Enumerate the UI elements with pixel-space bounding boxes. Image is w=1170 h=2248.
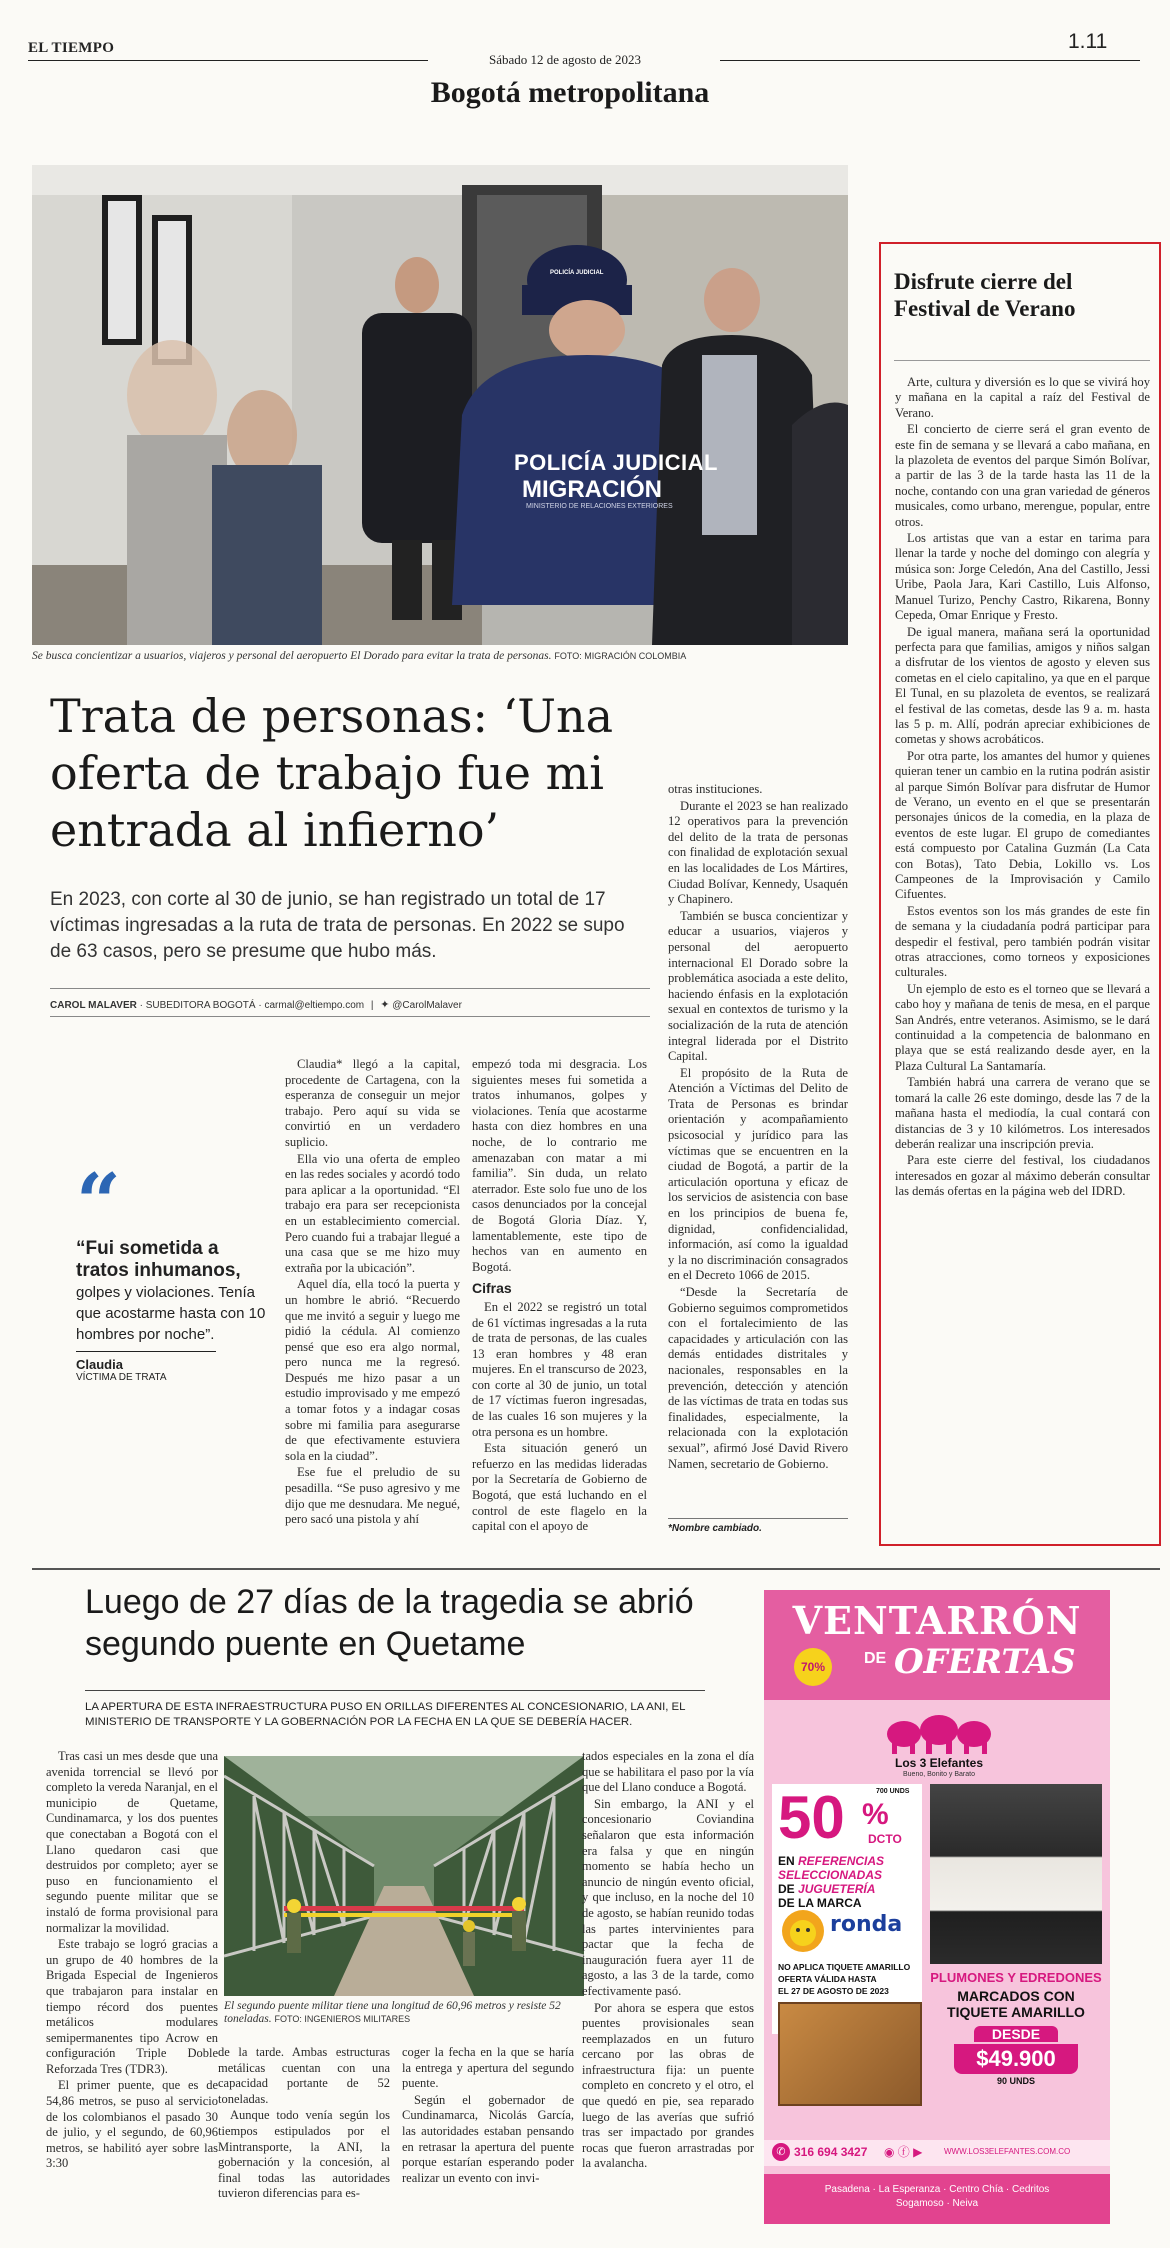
ad-brand-ronda: ronda bbox=[830, 1912, 903, 1937]
second-dek: LA APERTURA DE ESTA INFRAESTRUCTURA PUSO EN ORILLAS DIFERENTES AL CONCESIONARIO, LA ANI, EL MINISTERIO DE TRANSPORTE Y LA GOBERNACIÓN POR LA FECHA EN LA QUE SE DEBERÍA HACER. bbox=[85, 1701, 686, 1728]
ad-note-1: NO APLICA TIQUETE AMARILLO bbox=[778, 1962, 911, 1972]
second-column-1 bbox=[46, 1749, 218, 2172]
byline-name: CAROL MALAVER bbox=[50, 1000, 137, 1011]
second-dek-rule bbox=[85, 1690, 705, 1691]
masthead-date: Sábado 12 de agosto de 2023 bbox=[488, 52, 641, 67]
section-title: Bogotá metropolitana bbox=[430, 76, 710, 109]
ad-marcados: MARCADOS CON TIQUETE AMARILLO bbox=[947, 1988, 1085, 2020]
main-col3-p: “Desde la Secretaría de Gobierno seguimos comprometidos con el fortalecimiento de las capacidades y articulación con las demás entidades distritales y nacionales, responsables en la prevención, detección y atención de las víctimas de trata en todas sus finalidades, especialmente, la relacionada con la explotación sexual”, afirmó José David Rivero Namen, secretario de Gobierno. bbox=[668, 1285, 848, 1471]
pull-quote bbox=[76, 1157, 266, 1383]
main-col1-p: Ella vio una oferta de empleo en las redes sociales y acordó todo para aplicar a la oportunidad. “El trabajo era para ser recepcionista en un establecimiento comercial. Pero cuando fui a trabajar llegué a una casa que se me hizo muy extraña por la ubicación”. bbox=[285, 1151, 460, 1275]
elephant-logo-icon bbox=[884, 1706, 994, 1761]
byline-role: · SUBEDITORA BOGOTÁ · carmal@eltiempo.com bbox=[139, 1000, 365, 1011]
cifras-heading: Cifras bbox=[472, 1280, 512, 1297]
ad-title-2: OFERTAS bbox=[894, 1642, 1076, 1682]
main-photo bbox=[32, 165, 848, 645]
ad-desde: DESDE bbox=[974, 2026, 1058, 2042]
second-column-3 bbox=[402, 2045, 574, 2186]
second-col2-p: Aunque todo venía según los tiempos estipulados por el Mintransporte, la ANI, la gobernación y la concesión, al final todas las autoridades tuvieron diferencias para es- bbox=[218, 2108, 390, 2201]
second-column-4 bbox=[582, 1749, 754, 2172]
ad-note-3: EL 27 DE AGOSTO DE 2023 bbox=[778, 1986, 889, 1996]
main-col3-p: Durante el 2023 se han realizado 12 operativos para la prevención del delito de la trata de personas con finalidad de explotación sexual en las localidades de Los Mártires, Ciudad Bolívar, Kennedy, Usaquén y Chapinero. bbox=[668, 798, 848, 907]
main-photo-caption-text: Se busca concientizar a usuarios, viajeros y personal del aeropuerto El Dorado para evitar la trata de personas. bbox=[32, 650, 552, 662]
second-col1-p: Este trabajo se logró gracias a un grupo de 40 hombres de la Brigada Especial de Ingenieros que trabajaron para instalar en tiempo récord dos puentes metálicos modulares semipermanentes tipo Acrow en configuración Triple Doble Reforzada Tres (TDR3). bbox=[46, 1937, 218, 2076]
ad-promo-de: DE bbox=[778, 1882, 795, 1896]
main-photo-scene bbox=[32, 165, 848, 645]
main-col1-p: Aquel día, ella tocó la puerta y un hombre le abrió. “Recuerdo que me invitó a seguir y luego me pidió la cédula. Al comienzo pensé que eso era algo normal, pero nunca me la regresó. Después me hizo pasar a un estudio improvisado y me empezó a tomar fotos y a indagar cosas sobre mi familia para asegurarse de que efectivamente estuviera sola en la ciudad”. bbox=[285, 1277, 460, 1463]
byline-twitter[interactable]: @CarolMalaver bbox=[392, 1000, 462, 1011]
second-col4-p: Por ahora se espera que estos puentes provisionales sean reemplazados en un futuro cercano por las obras de infraestructura fija: un puente completo en concreto y el otro, el que quedó en pie, sea reparado luego de las averías que sufrió tras ser impactado por grandes rocas que fueron arrastradas por la avalancha. bbox=[582, 2000, 754, 2171]
section-divider bbox=[32, 1568, 1160, 1570]
second-col3-p: coger la fecha en la que se haría la entrega y apertura del segundo puente. bbox=[402, 2045, 574, 2091]
second-col1-p: El primer puente, que es de 54,86 metros, se puso al servicio de los colombianos el pasado 30 de julio, y el segundo, de 60,96 metros, se habilitó ayer sobre las 3:30 bbox=[46, 2078, 218, 2171]
main-col1-p: Claudia* llegó a la capital, procedente de Cartagena, con la esperanza de conseguir un mejor trabajo. Pero aquí su vida se convirtió en un verdadero suplicio. bbox=[285, 1057, 460, 1149]
twitter-icon: ✦ bbox=[380, 999, 390, 1011]
sidebar-paragraph: Estos eventos son los más grandes de este fin de semana y la ciudadanía podrá participar para despedir el festival, pero también podrán visitar otras atracciones, como torneos y exposiciones culturales. bbox=[895, 903, 1150, 980]
second-headline: Luego de 27 días de la tragedia se abrió segundo puente en Quetame bbox=[85, 1583, 694, 1663]
main-col1-p: Ese fue el preludio de su pesadilla. “Se puso agresivo y me dijo que me desnudara. Me negué, pero sacó una pistola y ahí bbox=[285, 1465, 460, 1527]
sidebar-paragraph: Un ejemplo de esto es el torneo que se llevará a cabo hoy y mañana de tenis de mesa, en el parque San Andrés, entre veteranos. Asimismo, se le dará continuidad a la competencia de balonmano en playa que se está realizando desde ayer, en la Plaza Cultural La Santamaría. bbox=[895, 981, 1150, 1073]
main-col3-p: El propósito de la Ruta de Atención a Víctimas del Delito de Trata de Personas es brindar orientación y acompañamiento psicosocial y jurídico para las víctimas que se encuentren en la ciudad de Bogotá, a partir de la articulación oportuna y eficaz de los servicios de asistencia con base en los principios de buena fe, dignidad, confidencialidad, información, así como la igualdad y la no discriminación consagrados en el Decreto 1066 de 2015. bbox=[668, 1065, 848, 1283]
ad-promo bbox=[778, 1854, 918, 1910]
main-photo-credit: FOTO: MIGRACIÓN COLOMBIA bbox=[554, 651, 687, 661]
footnote-rule bbox=[668, 1518, 848, 1519]
social-icons: ◉ ⓕ ▶ bbox=[884, 2145, 923, 2159]
sidebar-paragraph: Los artistas que van a estar en tarima para llenar la tarde y noche del domingo con alegría y música son: Jorge Celedón, Ana del Castillo, Jessi Uribe, Paola Jara, Kari Castillo, Luis Alfonso, Manuel Turizo, Penchy Castro, Rikarena, Bonny Cepeda, Omar Enrique y Fresto. bbox=[895, 531, 1150, 623]
ad-puzzle-box bbox=[778, 2002, 922, 2106]
quote-bold: “Fui sometida a tratos inhumanos, bbox=[76, 1238, 241, 1281]
sidebar-body bbox=[895, 375, 1150, 1200]
vest-text-1: POLICÍA JUDICIAL bbox=[514, 450, 718, 475]
cap-text: POLICÍA JUDICIAL bbox=[550, 270, 604, 276]
ad-promo-jug: JUGUETERÍA bbox=[798, 1882, 876, 1896]
main-column-1 bbox=[285, 1057, 460, 1528]
masthead-rule-left bbox=[28, 60, 428, 61]
sidebar-paragraph: El concierto de cierre será el gran evento de este fin de semana y se llevará a cabo mañana, en la plazoleta de eventos del parque Simón Bolívar, a partir de las 3 de la tarde hasta las 11 de la noche, contando con una gran variedad de géneros musicales, como urbano, merengue, popular, entre otros. bbox=[895, 422, 1150, 529]
ad-dcto: DCTO bbox=[868, 1832, 902, 1846]
sidebar-paragraph: Por otra parte, los amantes del humor y quienes quieran tener un cambio en la rutina podrán asistir al parque Simón Bolívar para disfrutar de Humor de Verano, un evento en el que se presentarán personajes únicos de la comedia, en la plaza de eventos de este lugar. El grupo de comediantes está compuesto por Catalina Guzmán (La Cata con Botas), Tato Debia, Lokillo vs. Los Campeones de la Improvisación y Camilo Cifuentes. bbox=[895, 748, 1150, 902]
ad-box[interactable] bbox=[764, 1590, 1110, 2224]
bridge-photo-scene bbox=[224, 1756, 584, 1996]
footnote: *Nombre cambiado. bbox=[668, 1523, 762, 1534]
masthead-brand: EL TIEMPO bbox=[28, 40, 115, 56]
lion-mascot-icon bbox=[780, 1908, 826, 1959]
main-col3-p: También se busca concientizar y educar a usuarios, viajeros y personal del aeropuerto internacional El Dorado sobre la problemática asociada a este delito, haciendo énfasis en la explotación sexual en contextos de turismo y la socialización de la ruta de atención integral liderada por el Distrito Capital. bbox=[668, 908, 848, 1064]
ad-units-bottom: 90 UNDS bbox=[996, 2076, 1035, 2086]
ad-website[interactable]: WWW.LOS3ELEFANTES.COM.CO bbox=[944, 2147, 1071, 2156]
quote-role: VÍCTIMA DE TRATA bbox=[76, 1372, 167, 1383]
bridge-photo-caption bbox=[224, 2000, 574, 2026]
byline: CAROL MALAVER · SUBEDITORA BOGOTÁ · carmal@eltiempo.com | ✦ @CarolMalaver bbox=[50, 999, 462, 1011]
ad-badge: 70% bbox=[794, 1648, 832, 1686]
main-column-2 bbox=[472, 1057, 647, 1535]
sidebar-paragraph: Para este cierre del festival, los ciudadanos interesados en gozar al máximo deberán consultar las demás ofertas en la página web del IDRD. bbox=[895, 1153, 1150, 1199]
byline-rule-bottom bbox=[50, 1016, 650, 1017]
ad-store-name: Los 3 Elefantes bbox=[894, 1756, 984, 1770]
second-column-2 bbox=[218, 2045, 390, 2202]
ad-promo-en: EN bbox=[778, 1854, 795, 1868]
bridge-caption-text: El segundo puente militar tiene una longitud de 60,96 metros y resiste 52 toneladas. bbox=[224, 2000, 561, 2025]
second-col2-p: de la tarde. Ambas estructuras metálicas cuentan con una capacidad portante de 52 toneladas. bbox=[218, 2045, 390, 2106]
vest-text-2: MIGRACIÓN bbox=[522, 476, 662, 503]
ad-plumones: PLUMONES Y EDREDONES bbox=[930, 1970, 1102, 1985]
page-number: 1.11 bbox=[1068, 30, 1108, 53]
ad-phone[interactable]: 316 694 3427 bbox=[794, 2145, 868, 2159]
ad-percent: 50 bbox=[778, 1784, 845, 1851]
ad-note-2: OFERTA VÁLIDA HASTA bbox=[778, 1974, 877, 1984]
main-headline: Trata de personas: ‘Una oferta de trabajo fue mi entrada al infierno’ bbox=[50, 689, 614, 857]
ad-bedding-image bbox=[930, 1784, 1102, 1964]
sidebar-paragraph: También habrá una carrera de verano que se tomará la calle 26 este domingo, desde las 7 de la mañana hasta el mediodía, la cual contará con distancias de 3 y 10 kilómetros. Los interesados deberán realizar una inscripción previa. bbox=[895, 1075, 1150, 1151]
quote-mark-icon: “ bbox=[76, 1157, 121, 1248]
second-col1-p: Tras casi un mes desde que una avenida torrencial se llevó por completo la vereda Naranjal, en el municipio de Quetame, Cundinamarca, y los dos puentes que conectaban a Bogotá con el Llano quedaron casi que destruidos por completo; ayer se puso en funcionamiento el segundo puente militar que se instaló de forma provisional para normalizar la movilidad. bbox=[46, 1749, 218, 1935]
second-col4-p: Sin embargo, la ANI y el concesionario Coviandina señalaron que esta información era falsa y que en ningún momento se había hecho un anuncio de ningún evento oficial, y que incluso, en la noche del 10 de agosto, se habían reunido todas las partes intervinientes para pactar que la fecha de inauguración fuera ayer 11 de agosto, a las 3 de la tarde, como efectivamente pasó. bbox=[582, 1796, 754, 1998]
sidebar-paragraph: Arte, cultura y diversión es lo que se vivirá hoy y mañana en la capital a raíz del Festival de Verano. bbox=[895, 375, 1150, 420]
quote-rest: golpes y violaciones. Tenía que acostarme hasta con 10 hombres por noche”. bbox=[76, 1284, 266, 1343]
sidebar-title-rule bbox=[894, 360, 1150, 361]
main-column-3 bbox=[668, 782, 848, 1472]
main-col2-p: empezó toda mi desgracia. Los siguientes meses fui sometida a tratos inhumanos, golpes y violaciones. Tenía que acostarme hasta con diez hombres en una noche, de lo contrario me amenazaban con matar a mi familia”. Sin duda, un relato aterrador. Este solo fue uno de los casos denunciados por la concejal de Bogotá Gloria Díaz. Y, lamentablemente, este tipo de hechos van en aumento en Bogotá. bbox=[472, 1057, 647, 1274]
main-dek: En 2023, con corte al 30 de junio, se han registrado un total de 17 víctimas ingresadas a la ruta de trata de personas. En 2022 se supo de 63 casos, pero se presume que hubo más. bbox=[50, 889, 625, 962]
ad-title-de: DE bbox=[864, 1650, 887, 1667]
ad-pct-sign: % bbox=[862, 1798, 889, 1831]
vest-subtext: MINISTERIO DE RELACIONES EXTERIORES bbox=[526, 503, 673, 510]
quote-author: Claudia bbox=[76, 1357, 123, 1372]
masthead-rule-right bbox=[720, 60, 1140, 61]
bridge-photo bbox=[224, 1756, 584, 1996]
main-col2-p: En el 2022 se registró un total de 61 víctimas ingresadas a la ruta de trata de personas, de las cuales 13 eran hombres y 48 eran mujeres. En el transcurso de 2023, con corte al 30 de junio, un total de 17 víctimas fueron ingresadas, de las cuales 16 son mujeres y la otra persona es un hombre. bbox=[472, 1299, 647, 1439]
ad-locations-1: Pasadena · La Esperanza · Centro Chía · Cedritos bbox=[824, 2184, 1050, 2195]
byline-rule-top bbox=[50, 988, 650, 989]
second-col3-p: Según el gobernador de Cundinamarca, Nicolás García, las autoridades estaban pensando en retrasar la apertura del puente porque estarían esperando poder realizar un evento con invi- bbox=[402, 2092, 574, 2185]
ad-title-1: VENTARRÓN bbox=[792, 1598, 1082, 1643]
main-col3-p: otras instituciones. bbox=[668, 782, 763, 796]
second-col4-p: tados especiales en la zona el día que se habilitara el paso por la vía que del Llano conduce a Bogotá. bbox=[582, 1749, 754, 1795]
quote-rule bbox=[76, 1351, 216, 1352]
sidebar-paragraph: De igual manera, mañana será la oportunidad perfecta para que familias, amigos y niños salgan a disfrutar de los vientos de agosto y eleven sus cometas en el cielo capitalino, ya que en el parque El Tunal, en su plazoleta de eventos, se realizará el festival de las cometas, desde las 9 a. m. hasta las 5 p. m. Allí, podrán apreciar exhibiciones de cometas y shows acrobáticos. bbox=[895, 624, 1150, 747]
main-photo-caption bbox=[32, 650, 848, 662]
ad-promo-ref: REFERENCIAS SELECCIONADAS bbox=[778, 1854, 885, 1882]
ad-units-top: 700 UNDS bbox=[876, 1788, 910, 1795]
ad-promo-marca: DE LA MARCA bbox=[778, 1896, 862, 1910]
ad-locations-2: Sogamoso · Neiva bbox=[895, 2198, 979, 2209]
phone-icon: ✆ bbox=[772, 2143, 790, 2161]
bridge-photo-credit: FOTO: INGENIEROS MILITARES bbox=[274, 2014, 411, 2024]
ad-price: $49.900 bbox=[954, 2044, 1078, 2074]
sidebar-title: Disfrute cierre del Festival de Verano bbox=[894, 269, 1076, 321]
main-col2-p: Esta situación generó un refuerzo en las medidas lideradas por la Secretaría de Gobierno de Bogotá, que está luchando en el control de este flagelo en la capital con el apoyo de bbox=[472, 1441, 647, 1534]
ad-store-tag: Bueno, Bonito y Barato bbox=[903, 1771, 975, 1778]
